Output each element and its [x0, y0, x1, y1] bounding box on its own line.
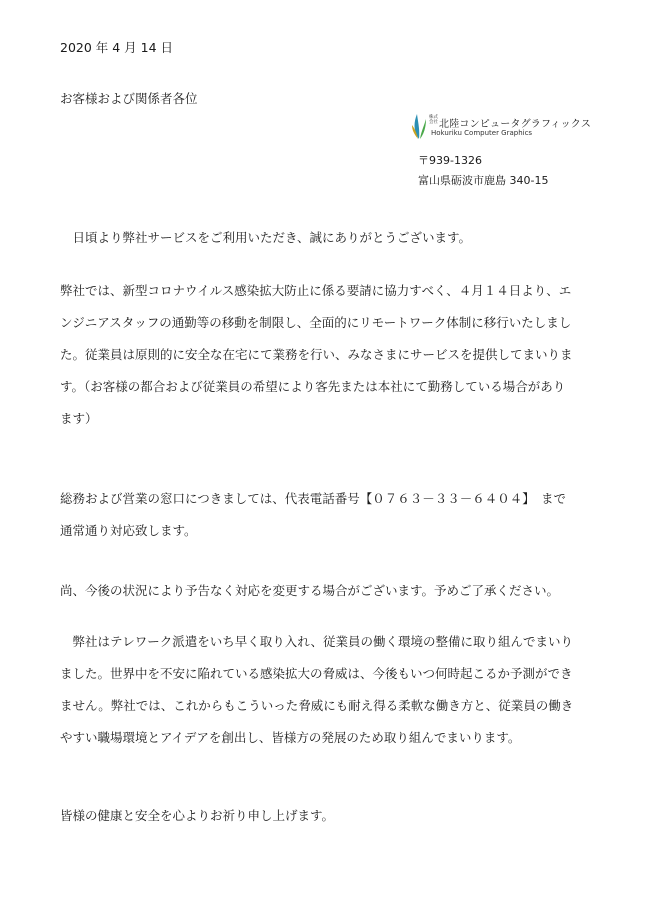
leaf-logo-icon: [411, 110, 427, 140]
paragraph-line: 尚、今後の状況により予告なく対応を変更する場合がございます。予めご了承ください。: [60, 583, 560, 598]
paragraph-line: 皆様の健康と安全を心よりお祈り申し上げます。: [60, 808, 335, 823]
paragraph-line: 日頃より弊社サービスをご利用いただき、誠にありがとうございます。: [60, 230, 472, 245]
paragraph-line: す。（お客様の都合および従業員の希望により客先または本社にて勤務している場合があり: [60, 379, 566, 394]
logo-kabushiki-text: 株式会社: [429, 115, 438, 125]
paragraph-line: た。従業員は原則的に安全な在宅にて業務を行い、みなさまにサービスを提供してまいりま: [60, 347, 573, 362]
paragraph-line: 弊社では、新型コロナウイルス感染拡大防止に係る要請に協力すべく、４月１４日より、エ: [60, 283, 572, 298]
paragraph-line: 総務および営業の窓口につきましては、代表電話番号【０７６３－３３－６４０４】 まで: [60, 491, 567, 506]
contact-paragraph: [60, 483, 592, 547]
addressee: お客様および関係者各位: [60, 91, 198, 106]
company-address: 富山県砺波市鹿島 340-15: [418, 174, 549, 187]
company-name-ja: 北陸コンピュータグラフィックス: [439, 119, 592, 130]
company-name-en: Hokuriku Computer Graphics: [431, 129, 533, 137]
paragraph-line: ンジニアスタッフの通勤等の移動を制限し、全面的にリモートワーク体制に移行いたしまし: [60, 315, 572, 330]
paragraph-line: 弊社はテレワーク派遣をいち早く取り入れ、従業員の働く環境の整備に取り組んでまいり: [60, 634, 574, 649]
company-logo: [411, 110, 611, 142]
paragraph-line: ました。世界中を不安に陥れている感染拡大の脅威は、今後もいつ何時起こるか予測ができ: [60, 666, 573, 681]
paragraph-line: ません。弊社では、これからもこういった脅威にも耐え得る柔軟な働き方と、従業員の働き: [60, 698, 574, 713]
letter-date: 2020 年 4 月 14 日: [60, 40, 174, 55]
notice-paragraph: [60, 575, 592, 607]
paragraph-line: やすい職場環境とアイデアを創出し、皆様方の発展のため取り組んでまいります。: [60, 730, 521, 745]
paragraph-line: 通常通り対応致します。: [60, 523, 197, 538]
postal-code: 〒939-1326: [418, 154, 482, 167]
closing-paragraph: [60, 800, 592, 832]
remote-work-paragraph: [60, 275, 592, 435]
paragraph-line: ます）: [60, 411, 98, 426]
telework-paragraph: [60, 626, 592, 754]
greeting-paragraph: [60, 222, 592, 254]
